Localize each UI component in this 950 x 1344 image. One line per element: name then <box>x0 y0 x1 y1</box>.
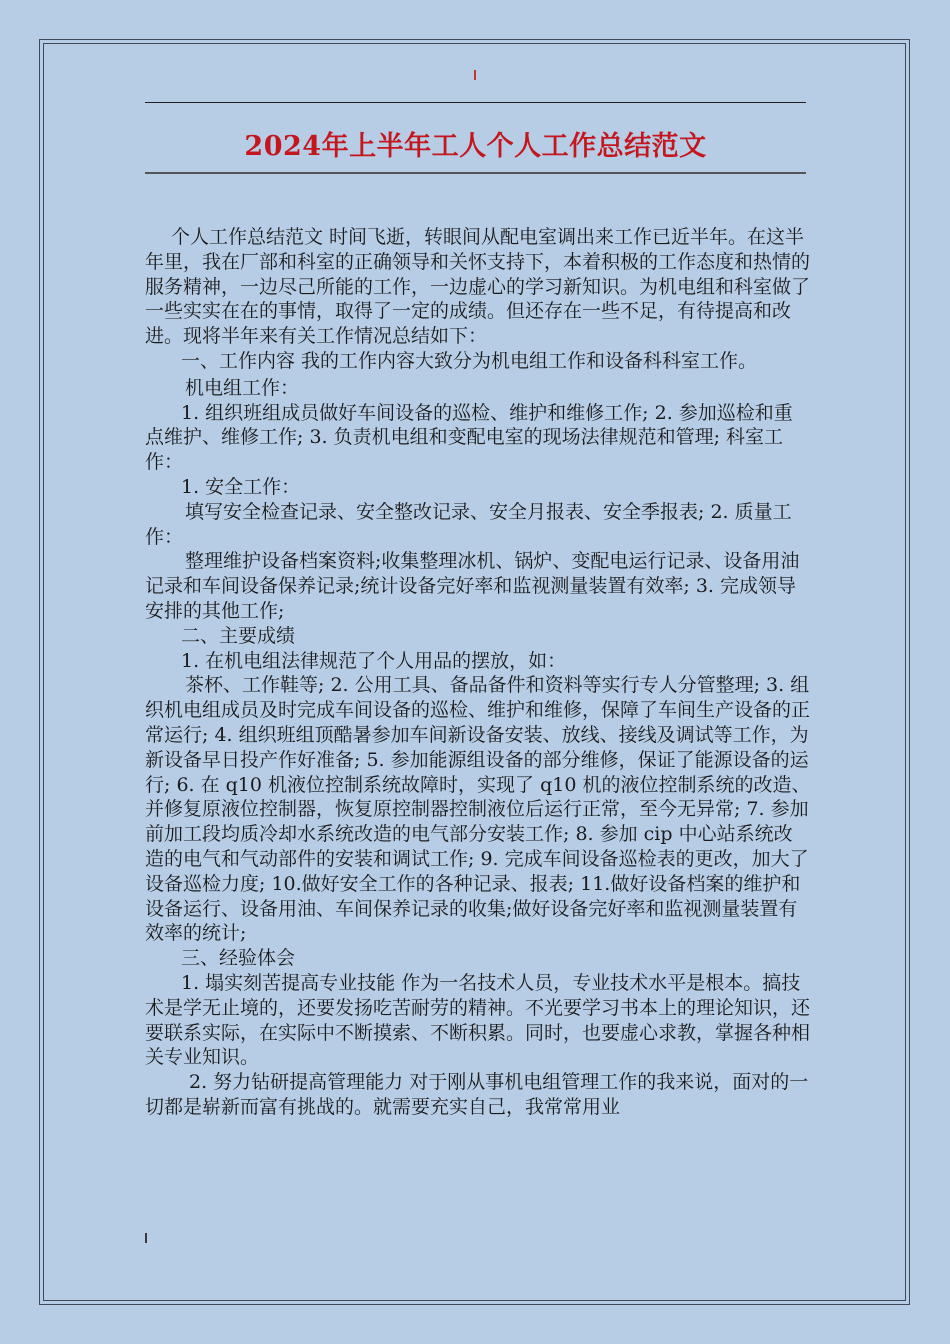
paragraph-achievement-1: 1. 在机电组法律规范了个人用品的摆放，如： <box>181 649 567 672</box>
paragraph-section-2-heading: 二、主要成绩 <box>181 624 296 647</box>
paragraph-quality-items: 整理维护设备档案资料;收集整理冰机、锅炉、变配电运行记录、设备用油记录和车间设备保养记录;统计设备完好率和监视测量装置有效率; 3. 完成领导安排的其他工作; <box>145 550 800 622</box>
top-cursor-mark <box>474 70 476 80</box>
title-rule <box>145 172 806 174</box>
paragraph-section-1-heading: 一、工作内容 我的工作内容大致分为机电组工作和设备科科室工作。 <box>181 349 758 372</box>
paragraph-experience-1: 1. 塌实刻苦提高专业技能 作为一名技术人员，专业技术水平是根本。搞技术是学无止境的，还要发扬吃苦耐劳的精神。不光要学习书本上的理论知识，还要联系实际，在实际中不断摸索、不断积累。同时，也要虚心求教，掌握各种相关专业知识。 <box>145 971 811 1069</box>
paragraph-mech-group-heading: 机电组工作： <box>185 376 300 399</box>
header-rule <box>145 102 806 103</box>
paragraph-mech-group-items: 1. 组织班组成员做好车间设备的巡检、维护和维修工作; 2. 参加巡检和重点维护、维修工作; 3. 负责机电组和变配电室的现场法律规范和管理; 科室工作： <box>145 401 793 474</box>
paragraph-experience-2: 2. 努力钻研提高管理能力 对于刚从事机电组管理工作的我来说，面对的一切都是崭新而富有挑战的。就需要充实自己，我常常用业 <box>145 1071 809 1118</box>
paragraph-achievements-list: 茶杯、工作鞋等; 2. 公用工具、备品备件和资料等实行专人分管整理; 3. 组织机电组成员及时完成车间设备的巡检、维护和维修，保障了车间生产设备的正常运行; 4. 组织班组顶酷暑参加车间新设备安装、放线、接线及调试等工作，为新设备早日投产作好准备; 5. 参加能源组设备的部分维修，保证了能源设备的运行; 6. 在 q10 机液位控制系统故障时，实现了 q10 机的液位控制系统的改造、并修复原液位控制器，恢复原控制器控制液位后运行正常，至今无异常; 7. 参加前加工段均质冷却水系统改造的电气部分安装工作; 8. 参加 cip 中心站系统改造的电气和气动部件的安装和调试工作; 9. 完成车间设备巡检表的更改，加大了设备巡检力度; 10.做好安全工作的各种记录、报表; 11.做好设备档案的维护和设备运行、设备用油、车间保养记录的收集;做好设备完好率和监视测量装置有效率的统计; <box>145 674 811 945</box>
document-body <box>145 225 811 1120</box>
paragraph-section-3-heading: 三、经验体会 <box>181 947 296 970</box>
paragraph-intro: 个人工作总结范文 时间飞逝，转眼间从配电室调出来工作已近半年。在这半年里，我在厂部和科室的正确领导和关怀支持下，本着积极的工作态度和热情的服务精神，一边尽己所能的工作，一边虚心的学习新知识。为机电组和科室做了一些实实在在的事情，取得了一定的成绩。但还存在一些不足，有待提高和改进。现将半年来有关工作情况总结如下： <box>145 226 811 348</box>
paragraph-safety-items: 填写安全检查记录、安全整改记录、安全月报表、安全季报表; 2. 质量工作： <box>145 500 792 548</box>
paragraph-safety-heading: 1. 安全工作： <box>181 475 301 498</box>
bottom-cursor-mark <box>145 1233 147 1243</box>
document-title: 2024年上半年工人个人工作总结范文 <box>244 131 707 162</box>
